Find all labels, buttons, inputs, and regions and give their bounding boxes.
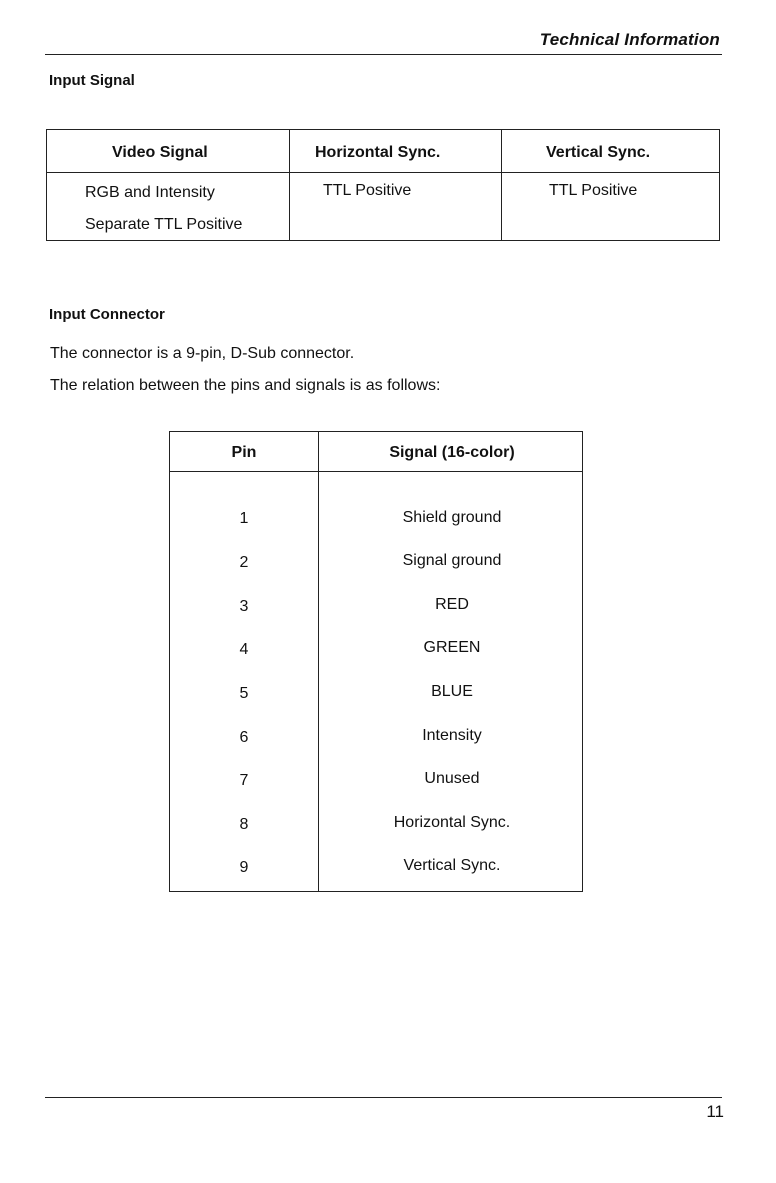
input-signal-heading: Input Signal	[49, 72, 135, 89]
pin-number: 6	[239, 729, 249, 746]
pin-signal: Unused	[424, 770, 480, 787]
connector-description: The connector is a 9-pin, D-Sub connector.	[50, 345, 355, 362]
column-header-pin: Pin	[231, 444, 257, 461]
connector-relation-text: The relation between the pins and signals is as follows:	[50, 377, 441, 394]
pin-number: 7	[239, 772, 249, 789]
table-divider	[289, 130, 290, 240]
column-header-vertical-sync: Vertical Sync.	[546, 144, 651, 161]
column-header-signal: Signal (16-color)	[389, 444, 515, 461]
horizontal-sync-value: TTL Positive	[323, 182, 412, 199]
pin-signal: Signal ground	[402, 552, 502, 569]
pin-number: 8	[239, 816, 249, 833]
footer-rule	[45, 1097, 722, 1098]
column-header-video-signal: Video Signal	[112, 144, 208, 161]
pin-signal: Vertical Sync.	[403, 857, 501, 874]
pin-number: 9	[239, 859, 249, 876]
pin-signal-table	[169, 431, 583, 892]
pin-signal: RED	[435, 596, 469, 613]
page-number: 11	[706, 1102, 724, 1121]
pin-signal: Horizontal Sync.	[393, 814, 511, 831]
pin-number: 4	[239, 641, 249, 658]
pin-signal: Intensity	[422, 727, 482, 744]
pin-signal: BLUE	[431, 683, 473, 700]
table-divider	[501, 130, 502, 240]
pin-signal: Shield ground	[402, 509, 502, 526]
vertical-sync-value: TTL Positive	[549, 182, 638, 199]
input-connector-heading: Input Connector	[49, 306, 165, 323]
table-divider	[170, 471, 582, 472]
column-header-horizontal-sync: Horizontal Sync.	[315, 144, 441, 161]
pin-signal: GREEN	[423, 639, 481, 656]
video-signal-line: RGB and Intensity	[85, 184, 215, 201]
video-signal-line: Separate TTL Positive	[85, 216, 243, 233]
table-divider	[47, 172, 719, 173]
header-rule	[45, 54, 722, 55]
pin-number: 1	[239, 510, 249, 527]
pin-number: 3	[239, 598, 249, 615]
table-divider	[318, 432, 319, 891]
pin-number: 2	[239, 554, 249, 571]
input-signal-table	[46, 129, 720, 241]
page-header-title: Technical Information	[539, 30, 720, 49]
pin-number: 5	[239, 685, 249, 702]
